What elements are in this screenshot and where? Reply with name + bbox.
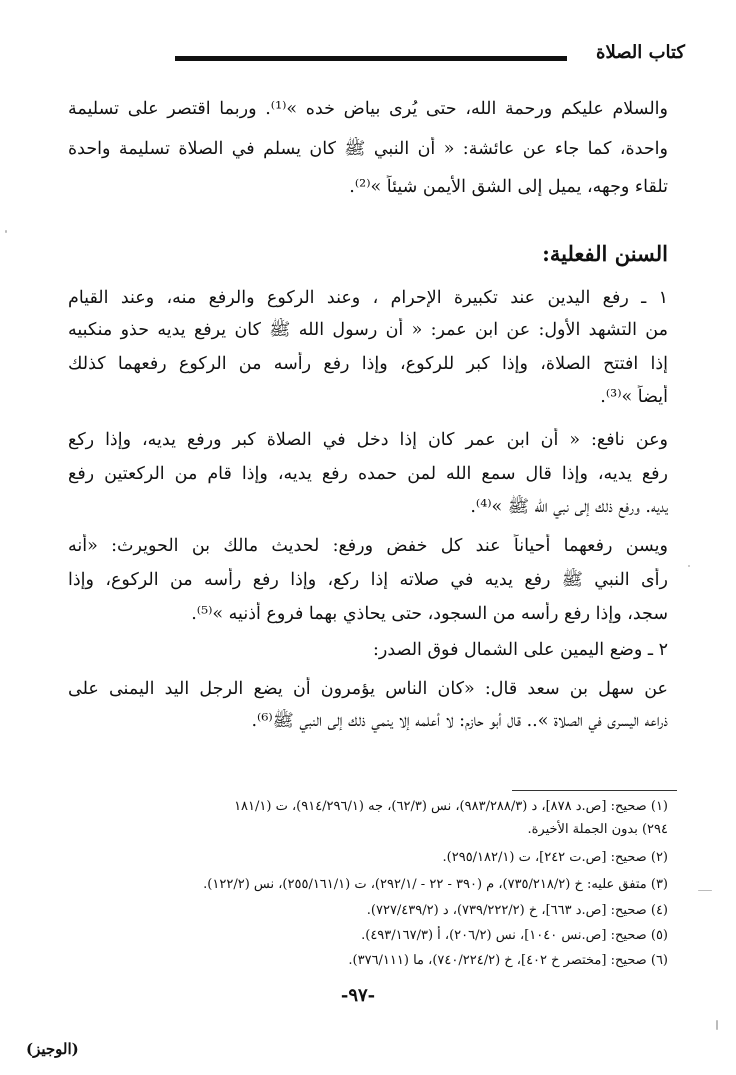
footnote: (٦) صحيح: [مختصر خ ٤٠٢]، خ (٧٤٠/٢٢٤/٢)، ما (٣٧٦/١١١). xyxy=(348,953,668,968)
footnote: (١) صحيح: [ص.د ٨٧٨]، د (٩٨٣/٢٨٨/٣)، نس (٦٢/٣)، جه (٩١٤/٢٩٦/١)، ت (١٨١/١ xyxy=(234,799,668,814)
text-line: ١ ـ رفع اليدين عند تكبيرة الإحرام ، وعند الركوع والرفع منه، وعند القيام xyxy=(68,288,668,308)
text-line: عن سهل بن سعد قال: «كان الناس يؤمرون أن يضع الرجل اليد اليمنى على xyxy=(68,679,668,699)
footnote: (٥) صحيح: [ص.نس ١٠٤٠]، نس (٢٠٦/٢)، أ (٤٩٣/١٦٧/٣). xyxy=(361,928,668,943)
text-line: من التشهد الأول: عن ابن عمر: « أن رسول الله ﷺ كان يرفع يديه حذو منكبيه xyxy=(68,320,668,340)
text-line: سجد، وإذا رفع رأسه من السجود، حتى يحاذي بهما فروع أذنيه »⁽⁵⁾. xyxy=(191,604,668,624)
text-line: يديه. ورفع ذلك إلى نبي الله ﷺ »⁽⁴⁾. xyxy=(470,497,668,517)
text-line: والسلام عليكم ورحمة الله، حتى يُرى بياض خده »⁽¹⁾. وربما اقتصر على تسليمة xyxy=(68,99,668,119)
footnote: (٢) صحيح: [ص.ت ٢٤٢]، ت (٢٩٥/١٨٢/١). xyxy=(442,850,668,865)
scan-speck xyxy=(5,230,7,233)
text-line: رفع يديه، وإذا قال سمع الله لمن حمده رفع يديه، وإذا قام من الركعتين رفع xyxy=(68,464,668,484)
text-line: ٢ ـ وضع اليمين على الشمال فوق الصدر: xyxy=(373,640,668,660)
text-line: ويسن رفعهما أحياناً عند كل خفض ورفع: لحديث مالك بن الحويرث: «أنه xyxy=(68,536,668,556)
scan-speck xyxy=(698,890,712,891)
scan-speck xyxy=(716,1020,718,1030)
footnote: (٤) صحيح: [ص.د ٦٦٣]، خ (٧٣٩/٢٢٢/٢)، د (٧٢٧/٤٣٩/٢). xyxy=(366,903,668,918)
text-line: ذراعه اليسرى في الصلاة ».. قال أبو حازم: لا أعلمه إلا ينمي ذلك إلى النبي ﷺ⁽⁶⁾. xyxy=(251,711,668,731)
text-line: تلقاء وجهه، يميل إلى الشق الأيمن شيئاً »⁽²⁾. xyxy=(349,177,668,197)
footnote: ٢٩٤) بدون الجملة الأخيرة. xyxy=(527,822,668,837)
text-line: وعن نافع: « أن ابن عمر كان إذا دخل في الصلاة كبر ورفع يديه، وإذا ركع xyxy=(68,430,668,450)
text-line: رأى النبي ﷺ رفع يديه في صلاته إذا ركع، وإذا رفع رأسه من الركوع، وإذا xyxy=(68,570,668,590)
text-line: أيضاً »⁽³⁾. xyxy=(600,387,668,407)
book-short-title: (الوجيز) xyxy=(26,1040,79,1058)
footnote: (٣) متفق عليه: خ (٧٣٥/٢١٨/٢)، م (٣٩٠ - ٢٢ - /٢٩٢/١)، ت (٢٥٥/١٦١/١)، نس (١٢٢/٢). xyxy=(203,877,668,892)
footnote-separator xyxy=(512,790,677,791)
scan-speck xyxy=(688,565,690,567)
text-line: واحدة، كما جاء عن عائشة: « أن النبي ﷺ كان يسلم في الصلاة تسليمة واحدة xyxy=(68,139,668,159)
text-line: إذا افتتح الصلاة، وإذا كبر للركوع، وإذا رفع رأسه من الركوع رفعهما كذلك xyxy=(68,354,668,374)
running-header xyxy=(175,42,685,70)
section-heading: السنن الفعلية: xyxy=(542,241,668,266)
header-rule xyxy=(175,56,567,61)
chapter-title: كتاب الصلاة xyxy=(596,42,685,63)
page-number: -٩٧- xyxy=(340,985,376,1006)
